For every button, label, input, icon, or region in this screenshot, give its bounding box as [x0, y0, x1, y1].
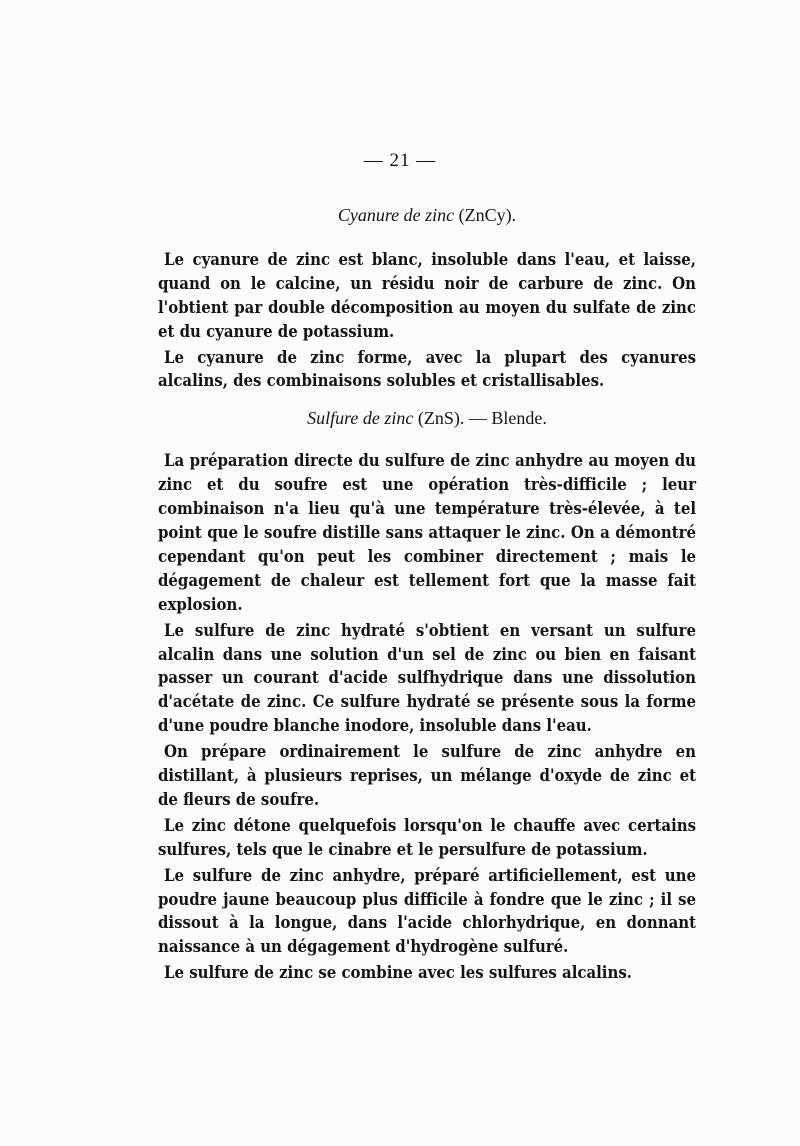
section-heading-sulfure — [158, 407, 696, 431]
paragraph: On prépare ordinairement le sulfure de zinc anhydre en distillant, à plusieurs reprises, un mélange d'oxyde de zinc et de fleurs de soufre. — [158, 741, 696, 809]
paragraph: Le sulfure de zinc anhydre, préparé artificiellement, est une poudre jaune beaucoup plus difficile à fondre que le zinc ; il se dissout à la longue, dans l'acide chlorhydrique, en donnant naissance à un dégagement d'hydrogène sulfuré. — [158, 864, 696, 957]
heading-title: Cyanure de zinc — [337, 205, 455, 225]
heading-title: Sulfure de zinc — [307, 408, 414, 429]
paragraph: Le cyanure de zinc forme, avec la plupart des cyanures alcalins, des combinaisons solubles et cristallisables. — [158, 346, 696, 391]
heading-formula: (ZnCy). — [454, 205, 517, 225]
heading-formula: (ZnS). — Blende. — [413, 408, 547, 429]
paragraph: La préparation directe du sulfure de zinc anhydre au moyen du zinc et du soufre est une opération très-difficile ; leur combinaison n'a lieu qu'à une température très-élevée, à tel point que le soufre distille sans attaquer le zinc. On a démontré cependant qu'on peut les combiner directement ; mais le dégagement de chaleur est tellement fort que la masse fait explosion. — [158, 450, 696, 614]
section-heading-cyanure — [158, 204, 696, 228]
paragraph: Le cyanure de zinc est blanc, insoluble dans l'eau, et laisse, quand on le calcine, un résidu noir de carbure de zinc. On l'obtient par double décomposition au moyen du sulfate de zinc et du cyanure de potassium. — [158, 248, 696, 341]
paragraph: Le sulfure de zinc se combine avec les sulfures alcalins. — [164, 962, 632, 983]
page-number: — 21 — — [363, 150, 437, 171]
paragraph: Le sulfure de zinc hydraté s'obtient en versant un sulfure alcalin dans une solution d'un sel de zinc ou bien en faisant passer un courant d'acide sulfhydrique dans une dissolution d'acétate de zinc. Ce sulfure hydraté se présente sous la forme d'une poudre blanche inodore, insoluble dans l'eau. — [158, 619, 696, 736]
paragraph: Le zinc détone quelquefois lorsqu'on le chauffe avec certains sulfures, tels que le cinabre et le persulfure de potassium. — [158, 814, 696, 859]
page-body — [158, 204, 696, 985]
